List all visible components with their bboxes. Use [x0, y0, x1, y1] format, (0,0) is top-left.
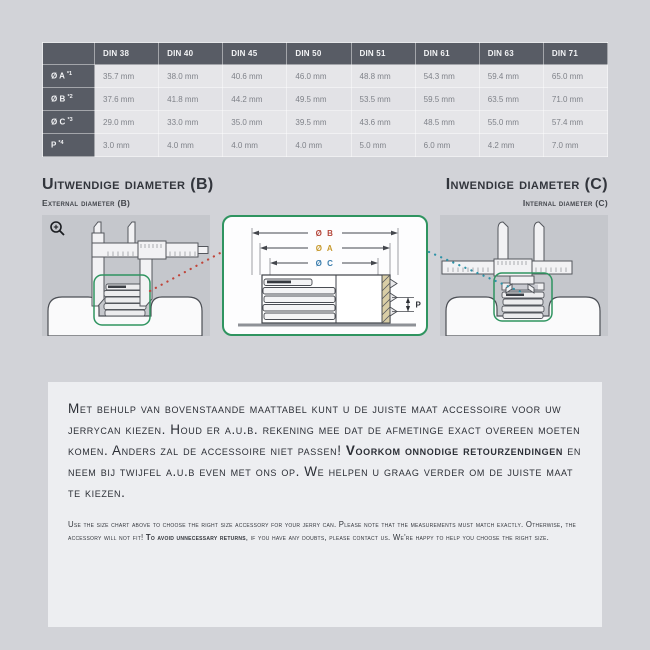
size-value-cell: 4.0 mm — [159, 134, 223, 157]
dutch-text-before: Met behulp van bovenstaande maattabel kunt u de juiste maat accessoire voor uw jerrycan kiezen. Houd er a.u.b. rekening mee dat de afmetinge exact overeen moeten komen. Anders zal de accessoire niet passen! — [68, 401, 581, 458]
column-header: DIN 61 — [415, 43, 479, 65]
internal-diameter-subtitle: Internal diameter (C) — [522, 198, 608, 208]
table-row — [43, 134, 608, 157]
english-text-bold: To avoid unnecessary returns — [145, 533, 246, 543]
column-header: DIN 40 — [159, 43, 223, 65]
zoom-in-icon[interactable] — [46, 218, 68, 240]
size-value-cell: 59.5 mm — [415, 88, 479, 111]
size-value-cell: 5.0 mm — [351, 134, 415, 157]
size-value-cell: 57.4 mm — [543, 111, 607, 134]
thread-mark — [108, 286, 126, 289]
dim-c-label: Ø C — [315, 259, 335, 268]
size-table-body — [43, 65, 608, 157]
size-value-cell: 29.0 mm — [95, 111, 159, 134]
size-value-cell: 49.5 mm — [287, 88, 351, 111]
row-label: Ø B $^{*2}$ — [43, 88, 95, 111]
english-text-after: , if you have any doubts, please contact us. We're happy to help you choose the right size. — [245, 533, 550, 543]
external-diameter-heading — [42, 176, 214, 208]
external-diameter-title: Uitwendige diameter (B) — [42, 176, 214, 193]
size-value-cell: 3.0 mm — [95, 134, 159, 157]
column-header: DIN 45 — [223, 43, 287, 65]
internal-diameter-title: Inwendige diameter (C) — [445, 176, 608, 193]
size-value-cell: 59.4 mm — [479, 65, 543, 88]
dutch-text — [68, 399, 582, 504]
internal-measurement-illustration — [440, 215, 608, 336]
dim-b-label: Ø B — [315, 229, 335, 238]
pitch-label: P — [415, 300, 421, 310]
size-value-cell: 63.5 mm — [479, 88, 543, 111]
english-text — [68, 518, 582, 545]
dim-a-label: Ø A — [315, 244, 335, 253]
dutch-text-bold: Voorkom onnodige retourzendingen — [345, 442, 563, 458]
size-value-cell: 65.0 mm — [543, 65, 607, 88]
size-value-cell: 4.0 mm — [223, 134, 287, 157]
size-value-cell: 39.5 mm — [287, 111, 351, 134]
size-value-cell: 40.6 mm — [223, 65, 287, 88]
size-value-cell: 35.7 mm — [95, 65, 159, 88]
column-header: DIN 63 — [479, 43, 543, 65]
size-value-cell: 44.2 mm — [223, 88, 287, 111]
size-value-cell: 43.6 mm — [351, 111, 415, 134]
info-box — [48, 382, 602, 627]
internal-diameter-heading — [446, 176, 608, 208]
size-value-cell: 6.0 mm — [415, 134, 479, 157]
size-value-cell: 48.5 mm — [415, 111, 479, 134]
column-header: DIN 51 — [351, 43, 415, 65]
size-value-cell: 4.0 mm — [287, 134, 351, 157]
external-measurement-illustration — [42, 215, 210, 336]
row-label: P $^{*4}$ — [43, 134, 95, 157]
size-value-cell: 71.0 mm — [543, 88, 607, 111]
row-label: Ø A $^{*1}$ — [43, 65, 95, 88]
size-table-head-row — [43, 43, 608, 65]
english-text-before: Use the size chart above to choose the right size accessory for your jerry can. Please note that the measurements must match exactly. Otherwise, the accessory will not fit! — [68, 519, 577, 543]
size-value-cell: 7.0 mm — [543, 134, 607, 157]
dimension-b — [252, 229, 398, 238]
slat-mark — [267, 281, 291, 284]
external-diameter-subtitle: External diameter (B) — [42, 198, 131, 208]
dimension-diagram — [222, 215, 428, 336]
size-value-cell: 53.5 mm — [351, 88, 415, 111]
size-value-cell: 4.2 mm — [479, 134, 543, 157]
column-header: DIN 71 — [543, 43, 607, 65]
internal-caliper-drawing — [440, 215, 608, 336]
thread-mark — [506, 294, 524, 297]
column-header: DIN 38 — [95, 43, 159, 65]
table-row — [43, 88, 608, 111]
pitch-dimension — [392, 298, 422, 312]
size-value-cell: 35.0 mm — [223, 111, 287, 134]
size-value-cell: 46.0 mm — [287, 65, 351, 88]
size-value-cell: 48.8 mm — [351, 65, 415, 88]
dimension-c — [270, 259, 378, 268]
row-label: Ø C $^{*3}$ — [43, 111, 95, 134]
diagram-strip — [42, 215, 608, 336]
corner-cell — [43, 43, 95, 65]
thread-dimension-drawing — [224, 217, 426, 334]
column-header: DIN 50 — [287, 43, 351, 65]
size-value-cell: 38.0 mm — [159, 65, 223, 88]
size-value-cell: 54.3 mm — [415, 65, 479, 88]
table-row — [43, 65, 608, 88]
size-table — [42, 42, 608, 157]
size-value-cell: 41.8 mm — [159, 88, 223, 111]
dutch-text-after: en neem bij twijfel a.u.b even met ons op. We helpen u graag verder om de juiste maat te kiezen. — [68, 442, 582, 500]
size-value-cell: 33.0 mm — [159, 111, 223, 134]
table-row — [43, 111, 608, 134]
size-value-cell: 37.6 mm — [95, 88, 159, 111]
dimension-a — [260, 244, 390, 253]
size-value-cell: 55.0 mm — [479, 111, 543, 134]
